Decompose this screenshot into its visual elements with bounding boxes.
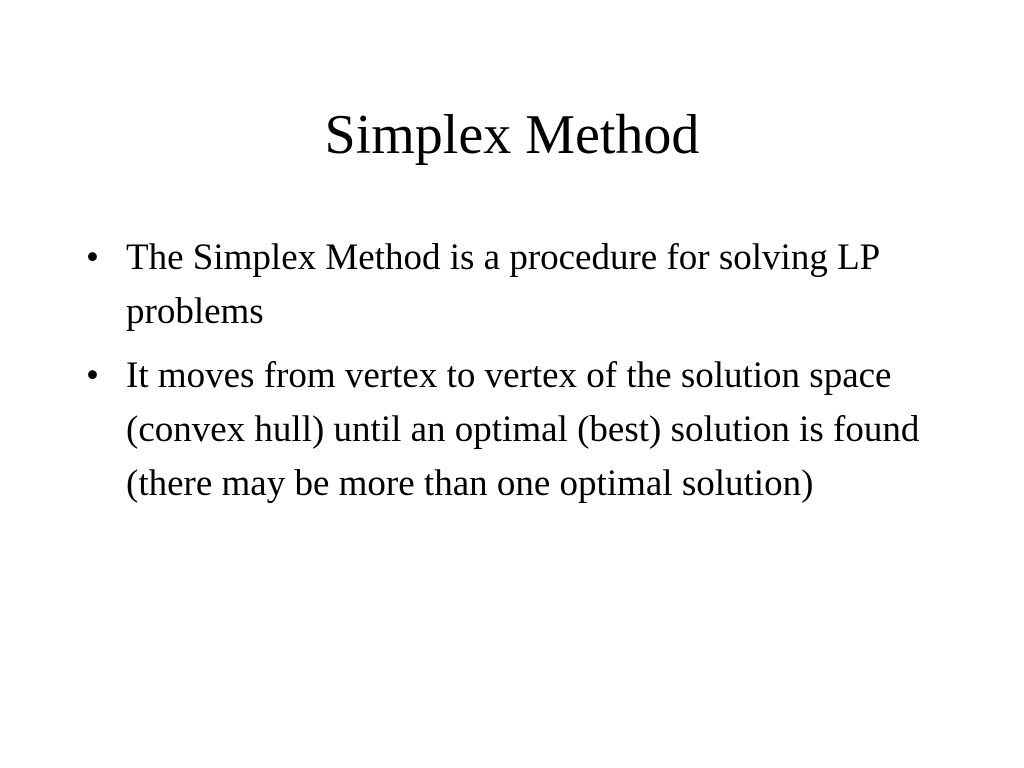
slide-title: Simplex Method [324,104,700,166]
bullet-text: The Simplex Method is a procedure for solving LP problems [126,237,879,332]
bullet-item-2 [86,349,946,511]
bullet-marker-icon: • [86,237,99,278]
bullet-item-1 [86,231,946,339]
bullet-text: It moves from vertex to vertex of the solution space (convex hull) until an optimal (best) solution is found (there may be more than one optimal solution) [126,355,920,504]
bullet-list [86,231,946,521]
bullet-marker-icon: • [86,355,99,396]
